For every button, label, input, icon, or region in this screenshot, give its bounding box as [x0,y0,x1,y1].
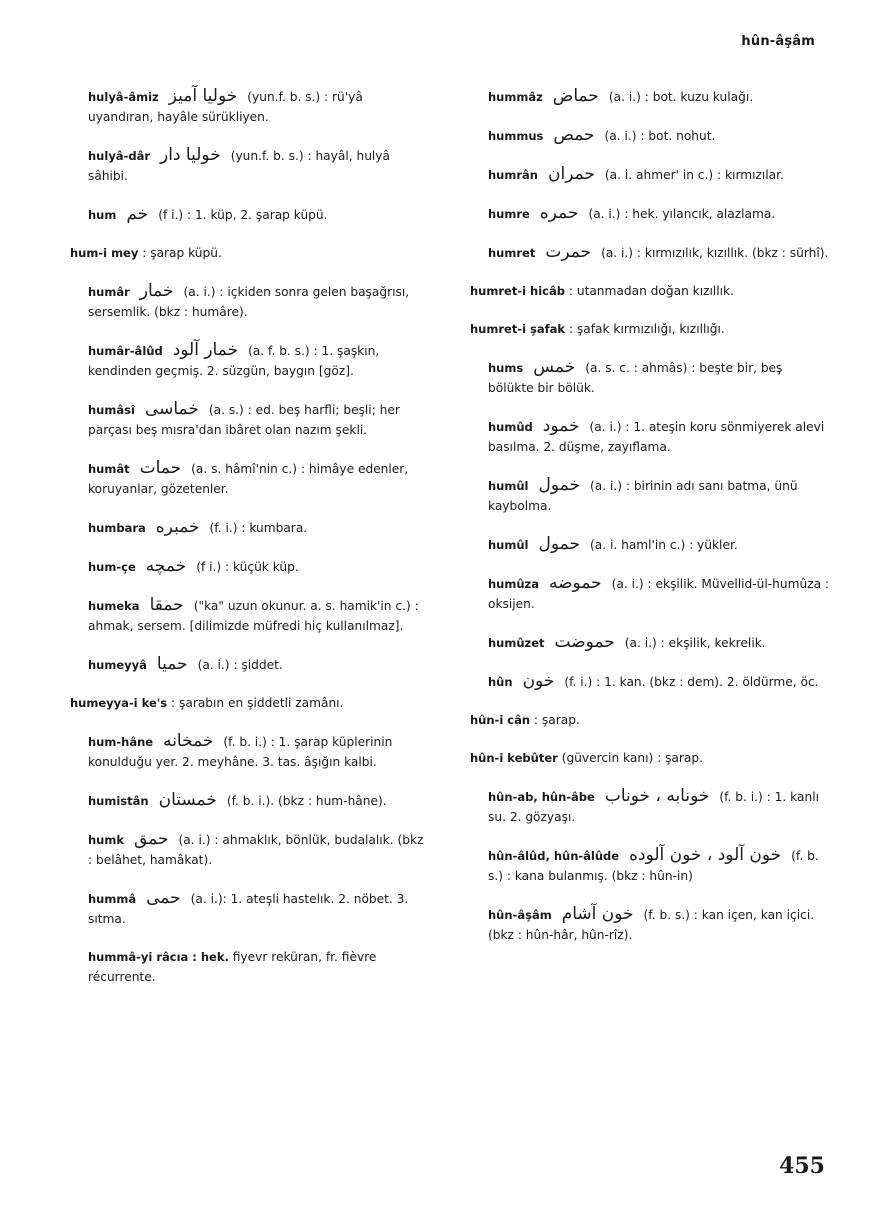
definition: : şarap. [533,713,580,727]
dictionary-entry [452,125,830,146]
dictionary-entry [52,145,428,186]
dictionary-entry [52,654,428,675]
definition: (f. b. i.). (bkz : hum-hâne). [226,794,387,808]
arabic-script: خمخانه [163,731,214,751]
arabic-script: خماسى [144,399,199,419]
headword: humret [488,246,536,260]
arabic-script: حمص [553,125,595,145]
dictionary-entry [52,731,428,772]
definition: (f i.) : 1. küp, 2. şarap küpü. [158,208,328,222]
headword: hulyâ-âmiz [88,90,159,104]
headword: hûn-ab, hûn-âbe [488,790,595,804]
arabic-script: خم [126,204,149,224]
headword: humâr [88,285,130,299]
headword: hûn [488,675,513,689]
headword: humâr-âlûd [88,344,163,358]
arabic-script: خمار [139,281,174,301]
headword: humât [88,462,130,476]
arabic-script: خمار آلود [172,340,239,360]
headword: hulyâ-dâr [88,149,151,163]
headword: humbara [88,521,146,535]
dictionary-entry [52,595,428,636]
headword: humeyyâ [88,658,147,672]
headword: hum [88,208,117,222]
definition: (a. i.) : birinin adı sanı batma, ünü kaybolma. [488,479,798,513]
definition: : şarap küpü. [142,246,222,260]
definition: (a. i.): 1. ateşli hastelık. 2. nöbet. 3. sıtma. [88,892,409,926]
definition: (f. b. s.) : kan içen, kan içici. (bkz : hûn-hâr, hûn-rîz). [488,908,815,942]
dictionary-entry [452,573,830,614]
headword: humeka [88,599,140,613]
dictionary-entry [452,164,830,185]
headword: hûn-âşâm [488,908,552,922]
definition: (f. b. s.) : kana bulanmış. (bkz : hûn-in) [488,849,819,883]
dictionary-entry [452,357,830,398]
definition: (f. b. i.) : 1. kanlı su. 2. gözyaşı. [488,790,819,824]
definition: (f. i.) : 1. kan. (bkz : dem). 2. öldürme, öc. [564,675,819,689]
headword: humret-i şafak [470,322,566,336]
dictionary-entry [52,888,428,929]
definition: (f. i.) : kumbara. [209,521,308,535]
arabic-script: حماض [552,86,599,106]
headword: humeyya-i ke's [70,696,168,710]
dictionary-entry [52,517,428,538]
arabic-script: خون آلود ، خون آلوده [629,845,782,865]
definition: (güvercin kanı) : şarap. [561,751,703,765]
headword: hummus [488,129,544,143]
dictionary-entry [452,86,830,107]
definition: (a. i.) : ahmaklık, bönlük, budalalık. (bkz : belâhet, hamâkat). [88,833,424,867]
arabic-script: حمرت [545,242,592,262]
definition: (yun.f. b. s.) : rü'yâ uyandıran, hayâle sürükliyen. [88,90,363,124]
arabic-script: خمچه [145,556,187,576]
arabic-script: خونابه ، خوناب [604,786,710,806]
dictionary-entry [452,710,830,730]
dictionary-entry [452,845,830,886]
definition: (yun.f. b. s.) : hayâl, hulyâ sâhibi. [88,149,390,183]
definition: (a. s. c. : ahmâs) : beşte bir, beş bölükte bir bölük. [488,361,783,395]
headword: humûl [488,479,529,493]
dictionary-entry [452,534,830,555]
dictionary-entry [52,458,428,499]
definition: (a. i.) : kırmızılık, kızıllık. (bkz : sürhî). [601,246,829,260]
arabic-script: حمره [539,203,579,223]
dictionary-entry [452,416,830,457]
dictionary-entry [452,242,830,263]
arabic-script: خوليا دار [160,145,221,165]
arabic-script: حمقا [149,595,184,615]
definition: (f. b. i.) : 1. şarap küplerinin konulduğu yer. 2. meyhâne. 3. tas. âşığın kalbi. [88,735,393,769]
definition: (a. i.) : hek. yılancık, alazlama. [588,207,776,221]
arabic-script: خون [522,671,555,691]
headword: hums [488,361,524,375]
dictionary-entry [52,829,428,870]
arabic-script: حميا [156,654,188,674]
dictionary-entry [52,556,428,577]
dictionary-entry [52,399,428,440]
headword: humre [488,207,530,221]
arabic-script: خمبره [155,517,200,537]
right-column [452,86,830,963]
definition: (a. i.) : içkiden sonra gelen başağrısı, sersemlik. (bkz : humâre). [88,285,410,319]
definition: (a. s. hâmî'nin c.) : himâye edenler, koruyanlar, gözetenler. [88,462,409,496]
headword: humrân [488,168,538,182]
definition: ("ka" uzun okunur. a. s. hamik'in c.) : ahmak, sersem. [dilimizde müfredi hiç kullanılmaz]. [88,599,419,633]
arabic-script: حموضه [549,573,602,593]
dictionary-entry [452,475,830,516]
headword: hûn-âlûd, hûn-âlûde [488,849,620,863]
headword: hummâz [488,90,543,104]
headword: humret-i hicâb [470,284,565,298]
headword: humûl [488,538,529,552]
dictionary-entry [452,671,830,692]
definition: (a. i.) : 1. ateşin koru sönmiyerek alevi basılma. 2. düşme, zayıflama. [488,420,825,454]
dictionary-entry [52,86,428,127]
definition: (a. f. b. s.) : 1. şaşkın, kendinden geçmiş. 2. süzgün, baygın [göz]. [88,344,380,378]
arabic-script: خوليا آميز [168,86,238,106]
arabic-script: خون آشام [561,904,634,924]
dictionary-entry [452,786,830,827]
arabic-script: خمود [542,416,580,436]
arabic-script: حمران [547,164,595,184]
definition: (a. i.) : şiddet. [197,658,283,672]
definition: (a. i. haml'in c.) : yükler. [589,538,738,552]
dictionary-entry [452,319,830,339]
headword: humk [88,833,125,847]
dictionary-entry [52,204,428,225]
arabic-script: حمول [538,534,580,554]
arabic-script: حمى [146,888,181,908]
headword: hum-i mey [70,246,139,260]
headword: humâsî [88,403,135,417]
arabic-script: خمس [533,357,576,377]
definition: (a. i.) : ekşilik, kekrelik. [624,636,766,650]
dictionary-entry [52,281,428,322]
definition: (a. i.) : ekşilik. Müvellid-ül-humûza : oksijen. [488,577,830,611]
definition: (a. s.) : ed. beş harfli; beşli; her parçası beş mısra'dan ibâret olan nazım şekli. [88,403,400,437]
arabic-script: خمستان [158,790,217,810]
dictionary-entry [452,748,830,768]
dictionary-entry [52,243,428,263]
definition: (a. i. ahmer' in c.) : kırmızılar. [604,168,784,182]
arabic-script: حمق [134,829,169,849]
dictionary-entry [52,693,428,713]
definition: : şarabın en şiddetli zamânı. [171,696,344,710]
headword: humûzet [488,636,545,650]
running-head: hûn-âşâm [741,34,815,49]
definition: : şafak kırmızılığı, kızıllığı. [568,322,725,336]
definition: (f i.) : küçük küp. [196,560,299,574]
headword: hûn-i cân [470,713,531,727]
arabic-script: حموضت [554,632,615,652]
headword: hûn-i kebûter [470,751,558,765]
definition: (a. i.) : bot. nohut. [604,129,716,143]
dictionary-entry [52,947,428,987]
arabic-script: خمول [538,475,580,495]
headword: hum-hâne [88,735,154,749]
dictionary-entry [52,340,428,381]
page-number: 455 [779,1153,825,1179]
headword: hum-çe [88,560,136,574]
headword: hummâ-yi râcıa : hek. [88,950,229,964]
dictionary-entry [452,904,830,945]
dictionary-entry [452,632,830,653]
headword: humûd [488,420,533,434]
dictionary-entry [452,203,830,224]
headword: humistân [88,794,149,808]
dictionary-entry [452,281,830,301]
headword: humûza [488,577,539,591]
definition: fiyevr reküran, fr. fièvre récurrente. [88,950,377,984]
definition: : utanmadan doğan kızıllık. [568,284,734,298]
definition: (a. i.) : bot. kuzu kulağı. [608,90,754,104]
arabic-script: حمات [139,458,182,478]
headword: hummâ [88,892,137,906]
left-column [52,86,428,1005]
dictionary-entry [52,790,428,811]
